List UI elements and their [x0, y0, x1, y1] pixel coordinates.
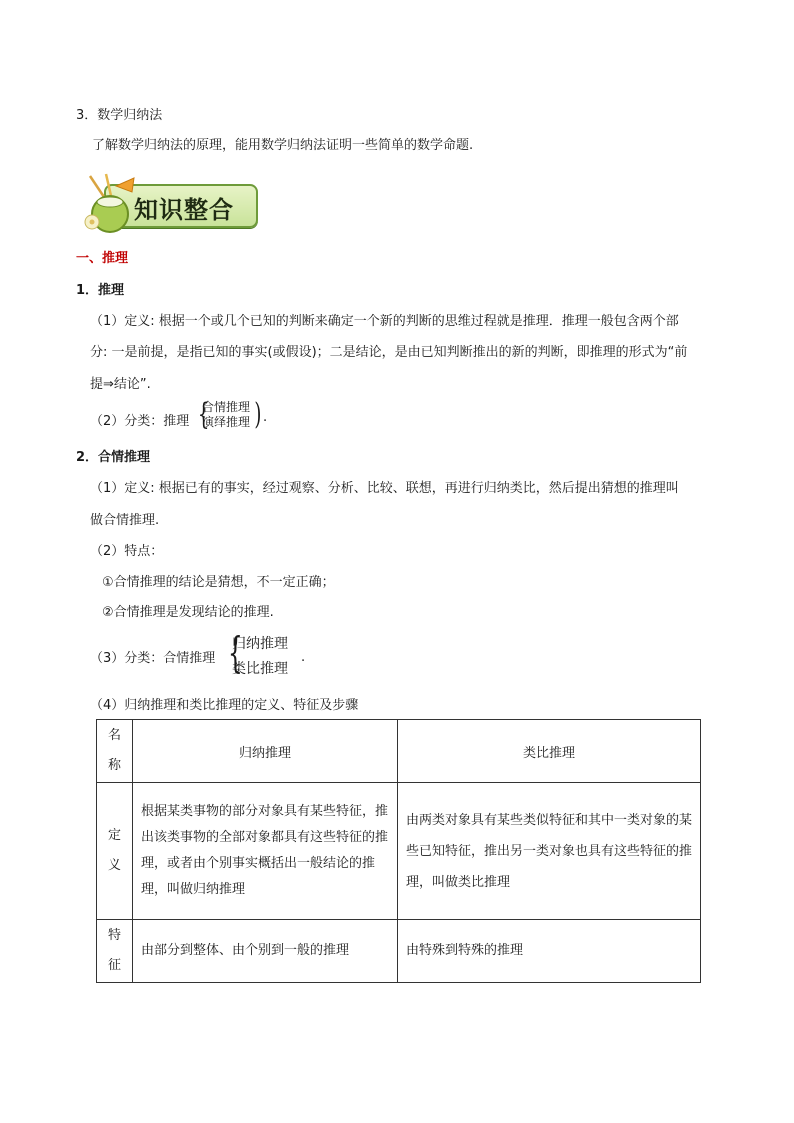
reasoning-class-item-2: 演绎推理	[202, 415, 251, 429]
table-row	[97, 783, 701, 920]
reasoning-definition-line1: （1）定义: 根据一个或几个已知的判断来确定一个新的判断的思维过程就是推理．推理一般包含两个部	[90, 314, 679, 329]
reasoning-classification-label: （2）分类：推理	[90, 414, 190, 429]
intro-heading: 3．数学归纳法	[76, 108, 163, 123]
right-brace: )	[254, 397, 262, 432]
plausible-class-tail: .	[301, 650, 306, 665]
row-name: 定义	[108, 828, 122, 873]
table-header-row	[97, 720, 701, 783]
row-col1-cell	[133, 783, 398, 920]
reasoning-definition-line2: 分: 一是前提，是指已知的事实(或假设)；二是结论，是由已知判断推出的新的判断，即推理的形式为“前	[90, 345, 688, 360]
row-col1: 根据某类事物的部分对象具有某些特征，推出该类事物的全部对象都具有这些特征的推理，或者由个别事实概括出一般结论的推理，叫做归纳推理	[141, 804, 389, 897]
row-name-cell	[97, 920, 133, 983]
row-name: 特征	[108, 928, 122, 973]
row-col2-cell	[398, 783, 701, 920]
header-name: 名称	[108, 728, 122, 773]
row-col1-cell	[133, 920, 398, 983]
row-col2: 由两类对象具有某些类似特征和其中一类对象的某些已知特征，推出另一类对象也具有这些特征的推理，叫做类比推理	[406, 812, 693, 890]
comparison-table	[96, 719, 701, 983]
plausible-feature-2: ②合情推理是发现结论的推理.	[102, 605, 274, 620]
row-col2-cell	[398, 920, 701, 983]
banner-title: 知识整合	[134, 195, 234, 224]
reasoning-class-item-1: 合情推理	[202, 400, 251, 414]
row-col1: 由部分到整体、由个别到一般的推理	[141, 943, 350, 958]
header-col1: 归纳推理	[133, 720, 398, 783]
subsection-title-reasoning: 1．推理	[76, 283, 125, 298]
table-row	[97, 920, 701, 983]
reasoning-definition-line3: 提⇒结论”.	[90, 377, 151, 392]
plausible-definition-line1: （1）定义: 根据已有的事实，经过观察、分析、比较、联想，再进行归纳类比，然后提出猜想的推理叫	[90, 481, 679, 496]
section-banner	[76, 172, 258, 234]
row-name-cell	[97, 783, 133, 920]
subsection-title-plausible: 2．合情推理	[76, 450, 151, 465]
intro-text: 了解数学归纳法的原理，能用数学归纳法证明一些简单的数学命题.	[92, 138, 474, 153]
plausible-feature-1: ①合情推理的结论是猜想，不一定正确；	[102, 575, 335, 590]
plausible-class-item-2: 类比推理	[232, 661, 288, 677]
table-caption: （4）归纳推理和类比推理的定义、特征及步骤	[90, 698, 359, 713]
header-name-cell	[97, 720, 133, 783]
section-title: 一、推理	[76, 251, 129, 266]
reasoning-class-tail: .	[263, 410, 268, 425]
plausible-features-label: （2）特点：	[90, 544, 164, 559]
row-col2: 由特殊到特殊的推理	[406, 943, 524, 958]
left-brace: {	[197, 397, 210, 432]
classification-brace: {	[228, 628, 243, 677]
header-col2: 类比推理	[398, 720, 701, 783]
plausible-definition-line2: 做合情推理.	[90, 513, 160, 528]
plausible-classification-label: （3）分类：合情推理	[90, 651, 216, 666]
plausible-class-item-1: 归纳推理	[232, 636, 288, 652]
